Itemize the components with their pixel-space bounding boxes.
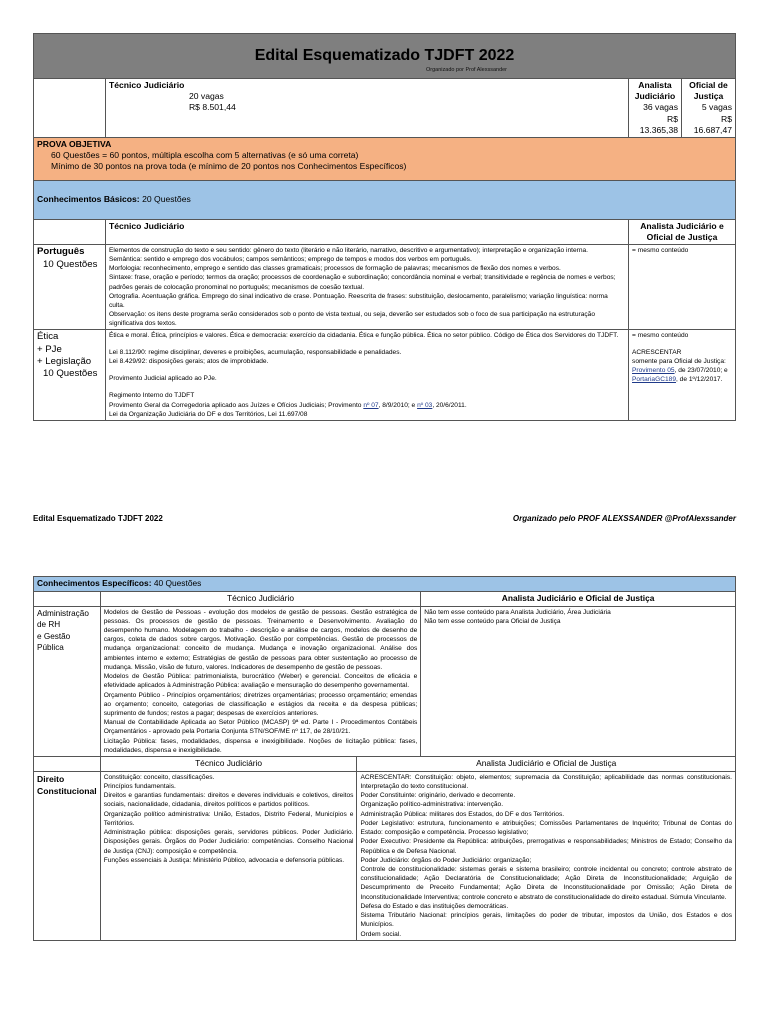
portugues-line: Sintaxe: frase, oração e período; termos da oração; processos de coordenação e subordinação; concordância nominal e verbal; transitividade e regência de nomes e verbos; padrões gerais de colocação pronominal no português; mecanismos de coesão textual. bbox=[108, 274, 616, 291]
dc-label-cell: Direito Constitucional bbox=[34, 771, 101, 940]
etica-content bbox=[105, 330, 628, 421]
dc-analista-content: ACRESCENTAR: Constituição: objeto, elementos; supremacia da Constituição; aplicabilidade das normas constitucionais. Interpretação do texto constitucional. Poder Constituinte: originário, derivado e decorrente. Organização político-administrativa: intervenção. Administração Pública: militares dos Estados, do DF e dos Territórios. Poder Legislativo: estrutura, funcionamento e atribuições; Comissões Parlamentares de Inquérito; Tribunal de Contas do Estado: composição e competência. Processo legislativo; Poder Executivo: Presidente da República: atribuições, prerrogativas e responsabilidades; Ministros de Estado; Conselho da República e de Defesa Nacional. Poder Judiciário: órgãos do Poder Judiciário: organização; Controle de constitucionalidade: sistemas gerais e sistema brasileiro; controle incidental ou concreto; controle abstrato de constitucionalidade; Ação Declaratória de Constitucionalidade; Ação Direta de Inconstitucionalidade; Arguição de Descumprimento de Preceito Fundamental; Ação Direta de Inconstitucionalidade por Omissão; Ação Direta de Inconstitucionalidade Interventiva; controle concreto e abstrato de constitucionalidade do direito estadual. Súmula Vinculante. Defesa do Estado e das instituições democráticas. Sistema Tributário Nacional: princípios gerais, limitações do poder de tributar, impostos da União, dos Estados e dos Municípios. Ordem social. bbox=[357, 771, 736, 940]
oficial-salario: R$ 16.687,47 bbox=[693, 113, 732, 135]
etica-label: Ética bbox=[37, 331, 59, 343]
oficial-label-2: Justiça bbox=[693, 91, 724, 102]
portugues-label: Português bbox=[37, 246, 85, 258]
etica-line: Lei 8.112/90: regime disciplinar, deveres e proibições, acumulação, responsabilidade e penalidades. bbox=[108, 349, 402, 357]
portugues-line: Semântica: sentido e emprego dos vocábulos; campos semânticos; emprego de tempos e modos dos verbos em português. bbox=[108, 256, 472, 264]
page-two bbox=[33, 576, 736, 941]
column-header-analista-2: Analista Judiciário e Oficial de Justiça bbox=[357, 757, 736, 772]
analista-label-2: Judiciário bbox=[634, 91, 676, 102]
prova-title: PROVA OBJETIVA bbox=[37, 138, 112, 149]
provimento-07-link[interactable]: nº 07 bbox=[363, 401, 379, 409]
adm-label-cell: Administração de RH e Gestão Pública bbox=[34, 606, 101, 757]
analista-vagas-cell bbox=[629, 79, 682, 138]
conhecimentos-especificos-bar: Conhecimentos Específicos: 40 Questões bbox=[34, 577, 736, 592]
portugues-line: Observação: os itens deste programa serão considerados sob o ponto de vista textual, ou seja, deverão ser estudados sob o foco de sua participação na estruturação significativa dos textos. bbox=[108, 310, 595, 327]
basicos-count: 20 Questões bbox=[142, 194, 191, 205]
page-footer bbox=[33, 514, 736, 523]
tecnico-vagas-cell bbox=[105, 79, 628, 138]
pje-label: + PJe bbox=[37, 343, 62, 355]
portugues-line: Morfologia: reconhecimento, emprego e sentido das classes gramaticais; processos de formação de palavras; mecanismos de flexão dos nomes e verbos. bbox=[108, 265, 561, 273]
column-header-tecnico: Técnico Judiciário bbox=[105, 219, 628, 244]
tecnico-vagas: 20 vagas bbox=[188, 91, 224, 102]
adm-analista-content: Não tem esse conteúdo para Analista Judiciário, Área Judiciária Não tem esse conteúdo para Oficial de Justiça bbox=[421, 606, 736, 757]
etica-analista-content: = mesmo conteúdo ACRESCENTAR somente para Oficial de Justiça: Provimento 05, de 23/07/2010; e PortariaGC189, de 1º/12/2017. bbox=[629, 330, 736, 421]
adm-content: Modelos de Gestão de Pessoas - evolução dos modelos de gestão de pessoas. Gestão estratégica de pessoas. Os processos de gestão de pessoas. Treinamento e Desenvolvimento. Avaliação do desempenho humano. Modelagem do trabalho - descrição e análise de cargos, modelos de desenho de cargos, coleta de dados sobre cargos. Motivação. Gestão por competências. Gestão de processos de mudança organizacional: conceito de mudança. Mudança e inovação organizacional. Análise dos ambientes interno e externo; Estratégias de gestão de pessoas para obter sustentação ao processo de mudança. Missão, visão de futuro, valores. Indicadores de desempenho de gestão de pessoas. Modelos de Gestão Pública: patrimonialista, burocrático (Weber) e gerencial. Conceitos de eficácia e efetividade aplicados à Administração Pública: avaliação e mensuração do desempenho governamental. Orçamento Público - Princípios orçamentários; diretrizes orçamentárias; processo orçamentário; emendas ao orçamento; conceito, categorias de classificação e estágios da receita e da despesa públicas; suprimento de fundos; restos a pagar; despesas de exercícios anteriores. Manual de Contabilidade Aplicada ao Setor Público (MCASP) 9ª ed. Parte I - Procedimentos Contábeis Orçamentários - aprovado pela Portaria Conjunta STN/SOF/ME nº 117, de 28/10/21. Licitação Pública: fases, modalidades, dispensa e inexigibilidade. Noções de licitação pública: fases, modalidades, dispensa e inexigibilidade. bbox=[100, 606, 421, 757]
portugues-label-cell bbox=[34, 245, 106, 330]
column-header-tecnico-2: Técnico Judiciário bbox=[100, 757, 357, 772]
etica-line: Provimento Judicial aplicado ao PJe. bbox=[108, 375, 217, 383]
portugues-analista-content: = mesmo conteúdo bbox=[629, 245, 736, 330]
portugues-line: Ortografia. Acentuação gráfica. Emprego do sinal indicativo de crase. Pontuação. Reescrita de frases: substituição, deslocamento, paralelismo; variação linguística: norma culta. bbox=[108, 292, 608, 309]
etica-provimento-line: Provimento Geral da Corregedoria aplicado aos Juízes e Ofícios Judiciais; Provimento nº 07, 8/9/2010; e nº 03, 20/6/2011. bbox=[108, 401, 467, 409]
etica-count: 10 Questões bbox=[43, 368, 98, 380]
portugues-content bbox=[105, 245, 628, 330]
document-title: Edital Esquematizado TJDFT 2022 bbox=[254, 47, 515, 64]
column-header-analista: Analista Judiciário e Oficial de Justiça bbox=[421, 591, 736, 606]
legislacao-label: + Legislação bbox=[37, 355, 92, 367]
column-header-analista: Analista Judiciário e Oficial de Justiça bbox=[629, 219, 736, 244]
etica-label-cell bbox=[34, 330, 106, 421]
etica-line: Regimento Interno do TJDFT bbox=[108, 392, 195, 400]
oficial-vagas-cell bbox=[682, 79, 736, 138]
portugues-count: 10 Questões bbox=[43, 258, 98, 270]
etica-line: Lei da Organização Judiciária do DF e dos Territórios, Lei 11.697/08 bbox=[108, 410, 308, 418]
prova-objetiva-box bbox=[34, 137, 736, 180]
footer-right: Organizado pelo PROF ALEXSSANDER @ProfAlexssander bbox=[512, 514, 736, 523]
prova-line-2: Mínimo de 30 pontos na prova toda (e mínimo de 20 pontos nos Conhecimentos Específicos) bbox=[51, 161, 407, 172]
prova-line-1: 60 Questões = 60 pontos, múltipla escolha com 5 alternativas (e só uma correta) bbox=[51, 150, 359, 161]
tecnico-salario: R$ 8.501,44 bbox=[188, 102, 236, 113]
dc-tecnico-content: Constituição: conceito, classificações. Princípios fundamentais. Direitos e garantias fundamentais: direitos e deveres individuais e coletivos, direitos sociais, nacionalidade, cidadania, direitos políticos e partidos políticos. Organização político administrativa: União, Estados, Distrito Federal, Municípios e Territórios. Administração pública: disposições gerais, servidores públicos. Poder Judiciário. Disposições gerais. Órgãos do Poder Judiciário: competências. Conselho Nacional de Justiça (CNJ): composição e competência. Funções essenciais à Justiça: Ministério Público, advocacia e defensoria públicas. bbox=[100, 771, 357, 940]
basicos-label: Conhecimentos Básicos: bbox=[37, 194, 140, 205]
portugues-line: Elementos de construção do texto e seu sentido: gênero do texto (literário e não literário, narrativo, descritivo e argumentativo); interpretação e organização interna. bbox=[108, 247, 589, 255]
summary-table bbox=[33, 33, 736, 421]
document-header bbox=[34, 34, 736, 79]
conhecimentos-basicos-bar bbox=[34, 180, 736, 219]
etica-line: Ética e moral. Ética, princípios e valores. Ética e democracia: exercício da cidadania. Ética e função pública. Ética no setor público. Código de Ética dos Servidores do TJDFT. bbox=[108, 332, 619, 340]
oficial-label-1: Oficial de bbox=[689, 80, 728, 90]
provimento-05-link[interactable]: Provimento 05 bbox=[632, 367, 675, 375]
document-subtitle: Organizado por Prof Alexssander bbox=[426, 67, 508, 73]
analista-label-1: Analista bbox=[638, 80, 672, 90]
portaria-gc189-link[interactable]: PortariaGC189 bbox=[632, 376, 676, 384]
provimento-03-link[interactable]: nº 03 bbox=[417, 401, 433, 409]
tecnico-label: Técnico Judiciário bbox=[108, 80, 185, 90]
page-one bbox=[33, 33, 736, 421]
analista-vagas: 36 vagas bbox=[643, 102, 678, 113]
column-header-tecnico: Técnico Judiciário bbox=[100, 591, 421, 606]
etica-line: Lei 8.429/92: disposições gerais; atos de improbidade. bbox=[108, 358, 269, 366]
analista-salario: R$ 13.365,38 bbox=[639, 113, 678, 135]
footer-left: Edital Esquematizado TJDFT 2022 bbox=[33, 514, 163, 523]
oficial-vagas: 5 vagas bbox=[701, 102, 732, 113]
especificos-table bbox=[33, 576, 736, 941]
